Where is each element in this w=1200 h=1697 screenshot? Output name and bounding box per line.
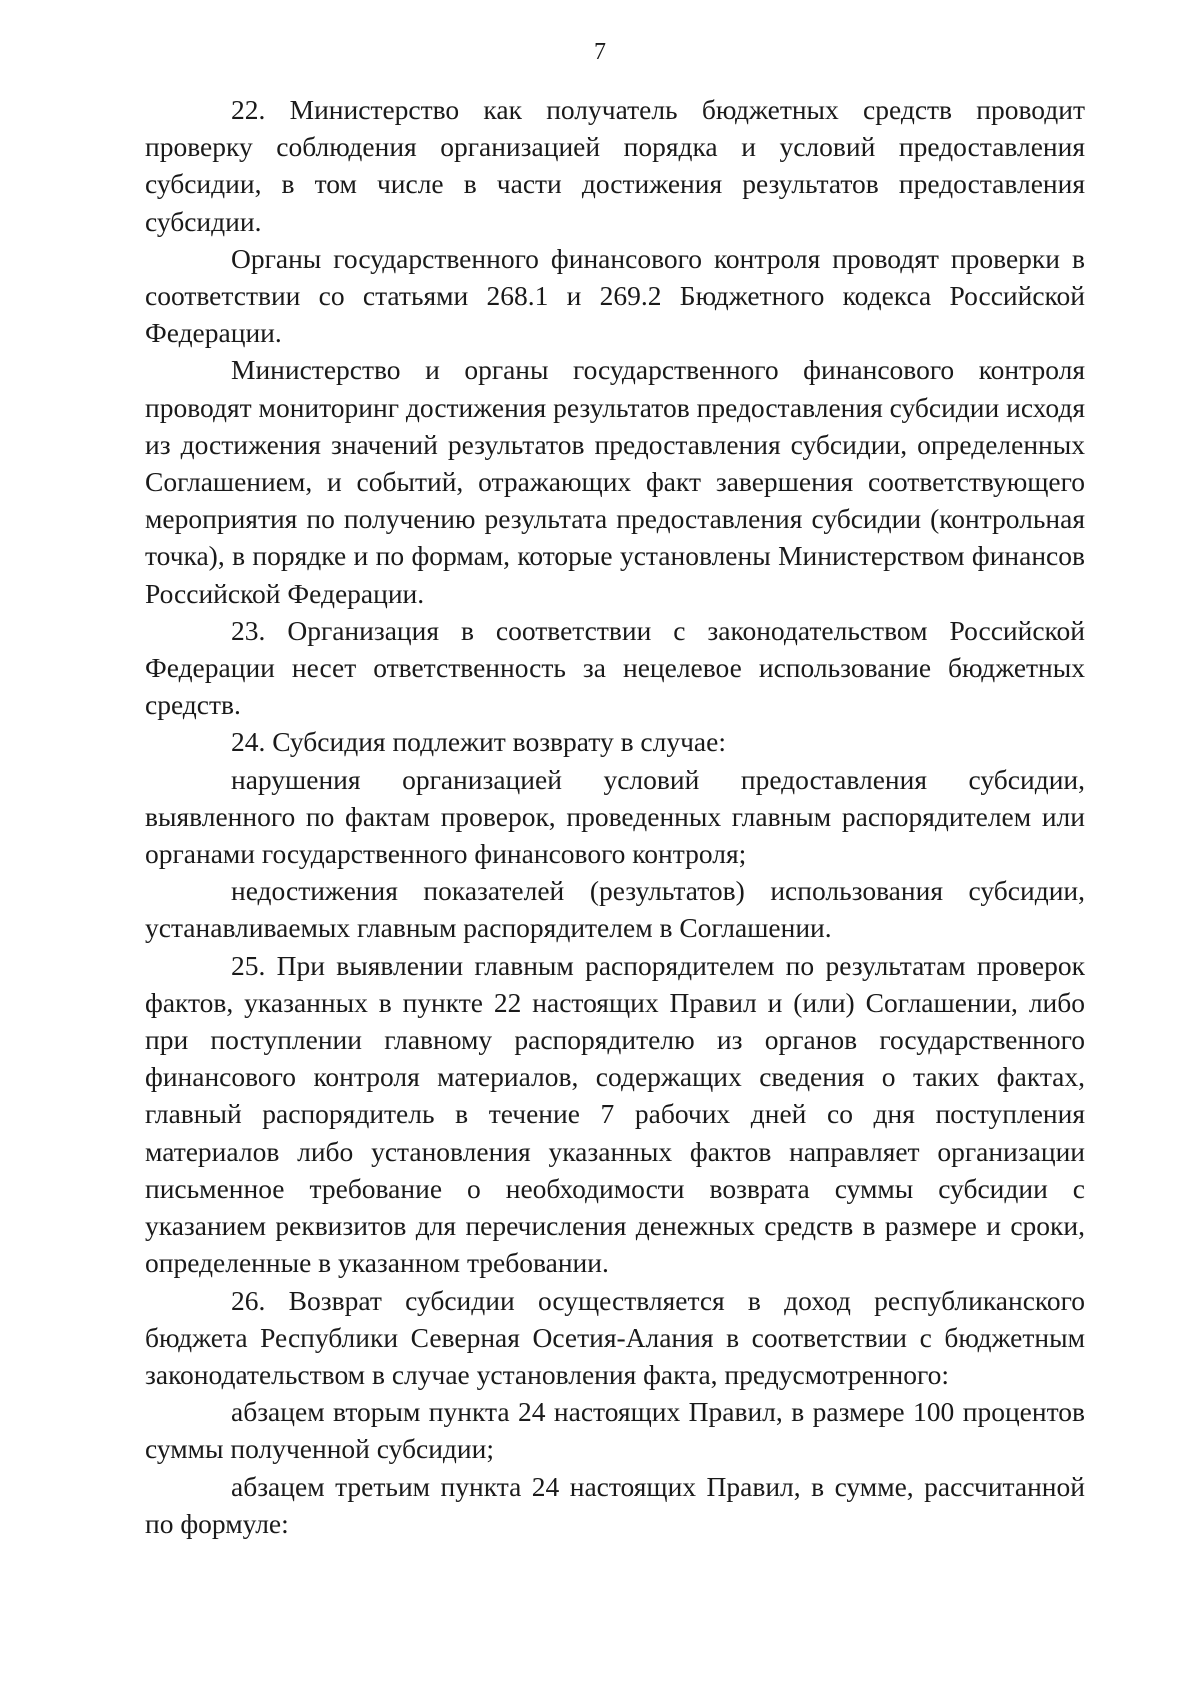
page-number: 7: [594, 39, 606, 65]
paragraph-25: 25. При выявлении главным распорядителем по результатам проверок фактов, указанных в пункте 22 настоящих Правил и (или) Соглашении, либо при поступлении главному распорядителю из органов государственного финансового контроля материалов, содержащих сведения о таких фактах, главный распорядитель в течение 7 рабочих дней со дня поступления материалов либо установления указанных фактов направляет организации письменное требование о необходимости возврата суммы субсидии с указанием реквизитов для перечисления денежных средств в размере и сроки, определенные в указанном требовании.: [145, 949, 1085, 1279]
paragraph-24-violation: нарушения организацией условий предоставления субсидии, выявленного по фактам проверок, проведенных главным распорядителем или органами государственного финансового контроля;: [145, 763, 1085, 870]
paragraph-26: 26. Возврат субсидии осуществляется в доход республиканского бюджета Республики Северная Осетия-Алания в соответствии с бюджетным законодательством в случае установления факта, предусмотренного:: [145, 1284, 1085, 1390]
paragraph-financial-control-inspections: Органы государственного финансового контроля проводят проверки в соответствии со статьями 268.1 и 269.2 Бюджетного кодекса Российской Федерации.: [145, 242, 1085, 349]
paragraph-23: 23. Организация в соответствии с законодательством Российской Федерации несет ответственность за нецелевое использование бюджетных средств.: [145, 614, 1085, 721]
paragraph-monitoring: Министерство и органы государственного финансового контроля проводят мониторинг достижения результатов предоставления субсидии исходя из достижения значений результатов предоставления субсидии, определенных Соглашением, и событий, отражающих факт завершения соответствующего мероприятия по получению результата предоставления субсидии (контрольная точка), в порядке и по формам, которые установлены Министерством финансов Российской Федерации.: [145, 354, 1085, 609]
paragraph-26-formula: абзацем третьим пункта 24 настоящих Правил, в сумме, рассчитанной по формуле:: [145, 1470, 1085, 1539]
document-body: [145, 91, 1085, 1542]
paragraph-22: 22. Министерство как получатель бюджетных средств проводит проверку соблюдения организацией порядка и условий предоставления субсидии, в том числе в части достижения результатов предоставления субсидии.: [145, 94, 1085, 237]
paragraph-26-full-refund: абзацем вторым пункта 24 настоящих Правил, в размере 100 процентов суммы полученной субсидии;: [145, 1396, 1085, 1465]
paragraph-24: 24. Субсидия подлежит возврату в случае:: [231, 726, 726, 758]
paragraph-24-underachievement: недостижения показателей (результатов) использования субсидии, устанавливаемых главным распорядителем в Соглашении.: [145, 875, 1085, 944]
